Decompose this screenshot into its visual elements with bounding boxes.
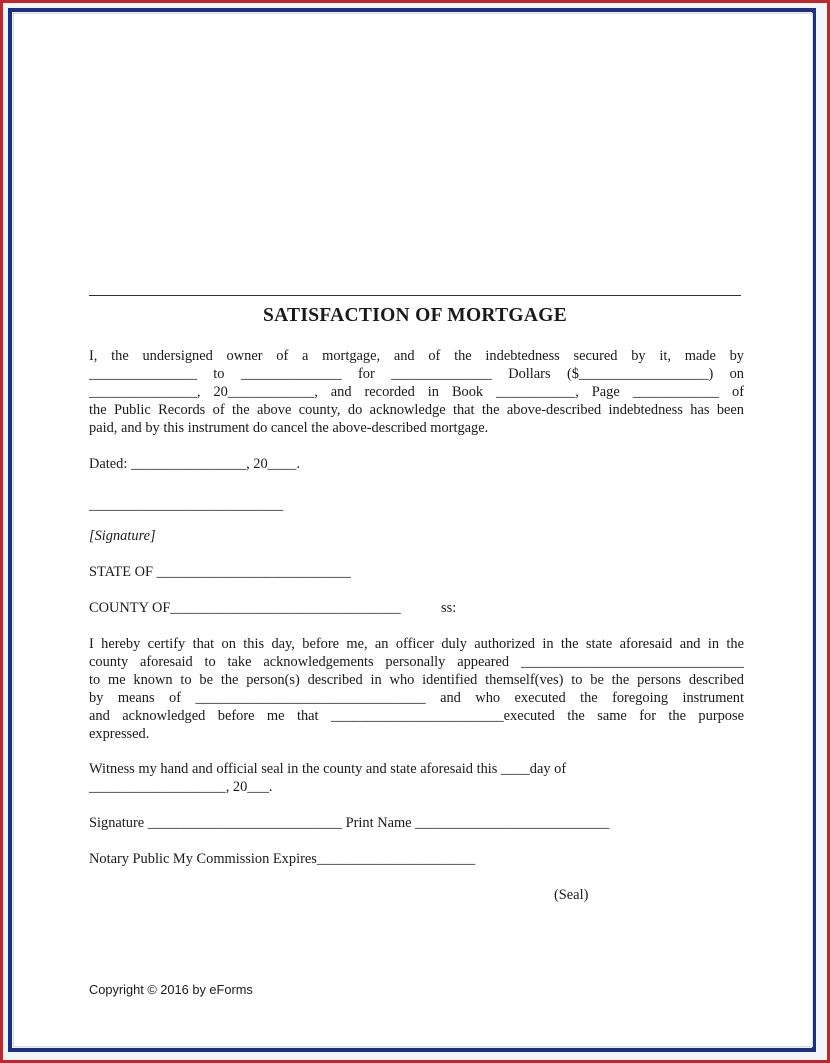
notary-commission-line: Notary Public My Commission Expires______________________ — [89, 851, 476, 867]
paragraph-line: and acknowledged before me that ________________________executed the same for the purpose — [89, 708, 744, 724]
paragraph-line: paid, and by this instrument do cancel the above-described mortgage. — [89, 420, 489, 436]
paragraph-line: I hereby certify that on this day, before me, an officer duly authorized in the state aforesaid and in the — [89, 636, 744, 652]
paragraph-line: by means of ________________________________ and who executed the foregoing instrument — [89, 690, 744, 706]
ss-label: ss: — [441, 600, 457, 616]
state-of-line: STATE OF ___________________________ — [89, 564, 351, 580]
paragraph-line: ___________________, 20___. — [89, 779, 273, 795]
paragraph-line: expressed. — [89, 726, 150, 742]
paragraph-line: the Public Records of the above county, do acknowledge that the above-described indebtedness has been — [89, 402, 744, 418]
paragraph-line: to me known to be the person(s) described in who identified themself(ves) to be the persons described — [89, 672, 744, 688]
county-of-line: COUNTY OF________________________________ — [89, 600, 401, 616]
top-rule — [89, 295, 741, 296]
signature-blank: ___________________________ — [89, 497, 284, 513]
dated-line: Dated: ________________, 20____. — [89, 456, 301, 472]
document-title: SATISFACTION OF MORTGAGE — [262, 305, 568, 326]
paragraph-line: Witness my hand and official seal in the county and state aforesaid this ____day of — [89, 761, 567, 777]
paragraph-line: I, the undersigned owner of a mortgage, and of the indebtedness secured by it, made by — [89, 348, 744, 364]
paragraph-line: county aforesaid to take acknowledgements personally appeared _______________________________ — [89, 654, 744, 670]
copyright-footer: Copyright © 2016 by eForms — [89, 982, 253, 997]
certification-paragraph — [89, 635, 744, 743]
document-page — [14, 14, 812, 1046]
seal-label: (Seal) — [554, 887, 589, 903]
paragraph-line: _______________, 20____________, and recorded in Book ___________, Page ____________ of — [89, 384, 744, 400]
signature-label: [Signature] — [89, 528, 156, 544]
paragraph-line: _______________ to ______________ for ______________ Dollars ($__________________) on — [89, 366, 744, 382]
mortgage-paragraph — [89, 347, 744, 437]
witness-paragraph — [89, 760, 744, 796]
signature-print-name-line: Signature ___________________________ Print Name ___________________________ — [89, 815, 610, 831]
